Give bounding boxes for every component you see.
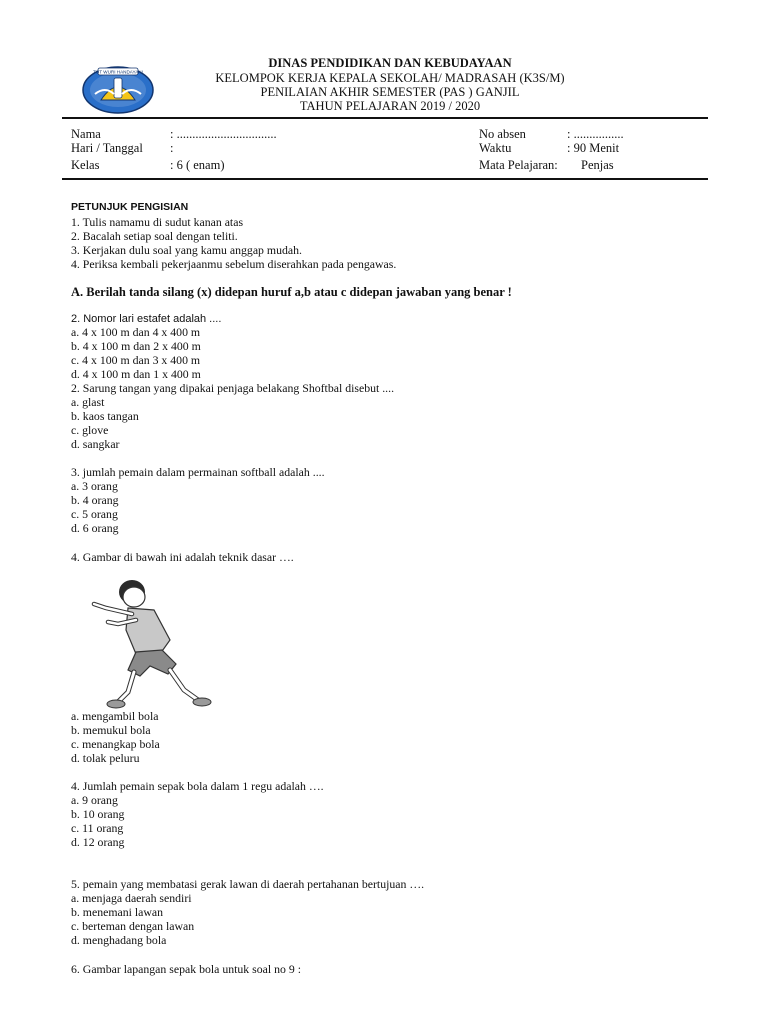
answer-option[interactable]: d. menghadang bola xyxy=(71,933,167,947)
answer-option[interactable]: d. tolak peluru xyxy=(71,751,140,765)
answer-option[interactable]: b. memukul bola xyxy=(71,723,151,737)
header-line-4: TAHUN PELAJARAN 2019 / 2020 xyxy=(299,99,481,113)
header-line-1: DINAS PENDIDIKAN DAN KEBUDAYAAN xyxy=(268,56,512,70)
mata-pelajaran-label: Mata Pelajaran: xyxy=(479,158,558,172)
answer-option[interactable]: a. glast xyxy=(71,395,105,409)
svg-text:TUT WURI HANDAYANI: TUT WURI HANDAYANI xyxy=(93,69,143,75)
nama-field[interactable]: : ................................ xyxy=(170,127,277,141)
answer-option[interactable]: a. menjaga daerah sendiri xyxy=(71,891,192,905)
question-text: 4. Jumlah pemain sepak bola dalam 1 regu adalah …. xyxy=(71,779,324,793)
header-divider-top xyxy=(62,117,708,119)
answer-option[interactable]: c. berteman dengan lawan xyxy=(71,919,195,933)
answer-option[interactable]: d. 4 x 100 m dan 1 x 400 m xyxy=(71,367,201,381)
no-absen-label: No absen xyxy=(479,127,526,141)
question-text: 5. pemain yang membatasi gerak lawan di daerah pertahanan bertujuan …. xyxy=(71,877,425,891)
kelas-label: Kelas xyxy=(71,158,100,172)
nama-label: Nama xyxy=(71,127,101,141)
answer-option[interactable]: b. menemani lawan xyxy=(71,905,164,919)
answer-option[interactable]: a. 4 x 100 m dan 4 x 400 m xyxy=(71,325,201,339)
answer-option[interactable]: d. sangkar xyxy=(71,437,120,451)
instructions-title: PETUNJUK PENGISIAN xyxy=(71,201,189,213)
answer-option[interactable]: a. 9 orang xyxy=(71,793,118,807)
answer-option[interactable]: d. 6 orang xyxy=(71,521,119,535)
answer-option[interactable]: d. 12 orang xyxy=(71,835,125,849)
answer-option[interactable]: b. kaos tangan xyxy=(71,409,139,423)
waktu-value: : 90 Menit xyxy=(567,141,620,155)
answer-option[interactable]: b. 4 orang xyxy=(71,493,119,507)
header-divider-bottom xyxy=(62,178,708,180)
hari-tanggal-field[interactable]: : xyxy=(170,141,174,155)
answer-option[interactable]: a. 3 orang xyxy=(71,479,118,493)
softball-catching-figure xyxy=(84,574,218,710)
section-a-heading: A. Berilah tanda silang (x) didepan huruf a,b atau c didepan jawaban yang benar ! xyxy=(71,285,512,299)
answer-option[interactable]: a. mengambil bola xyxy=(71,709,159,723)
instruction-item: 1. Tulis namamu di sudut kanan atas xyxy=(71,215,244,229)
question-text: 4. Gambar di bawah ini adalah teknik dasar …. xyxy=(71,550,294,564)
answer-option[interactable]: b. 4 x 100 m dan 2 x 400 m xyxy=(71,339,201,353)
answer-option[interactable]: c. menangkap bola xyxy=(71,737,160,751)
instruction-item: 3. Kerjakan dulu soal yang kamu anggap mudah. xyxy=(71,243,302,257)
mata-pelajaran-value: Penjas xyxy=(581,158,614,172)
no-absen-field[interactable]: : ................ xyxy=(567,127,624,141)
header-line-3: PENILAIAN AKHIR SEMESTER (PAS ) GANJIL xyxy=(260,85,520,99)
question-text: 2. Sarung tangan yang dipakai penjaga belakang Shoftbal disebut .... xyxy=(71,381,395,395)
answer-option[interactable]: c. glove xyxy=(71,423,109,437)
question-text: 2. Nomor lari estafet adalah .... xyxy=(71,313,222,325)
instruction-item: 4. Periksa kembali pekerjaanmu sebelum diserahkan pada pengawas. xyxy=(71,257,397,271)
answer-option[interactable]: b. 10 orang xyxy=(71,807,125,821)
answer-option[interactable]: c. 5 orang xyxy=(71,507,118,521)
answer-option[interactable]: c. 4 x 100 m dan 3 x 400 m xyxy=(71,353,201,367)
hari-tanggal-label: Hari / Tanggal xyxy=(71,141,143,155)
kelas-value: : 6 ( enam) xyxy=(170,158,225,172)
question-text: 3. jumlah pemain dalam permainan softball adalah .... xyxy=(71,465,325,479)
instruction-item: 2. Bacalah setiap soal dengan teliti. xyxy=(71,229,238,243)
waktu-label: Waktu xyxy=(479,141,512,155)
answer-option[interactable]: c. 11 orang xyxy=(71,821,124,835)
header-line-2: KELOMPOK KERJA KEPALA SEKOLAH/ MADRASAH (K3S/M) xyxy=(215,71,565,85)
question-text: 6. Gambar lapangan sepak bola untuk soal no 9 : xyxy=(71,962,301,976)
